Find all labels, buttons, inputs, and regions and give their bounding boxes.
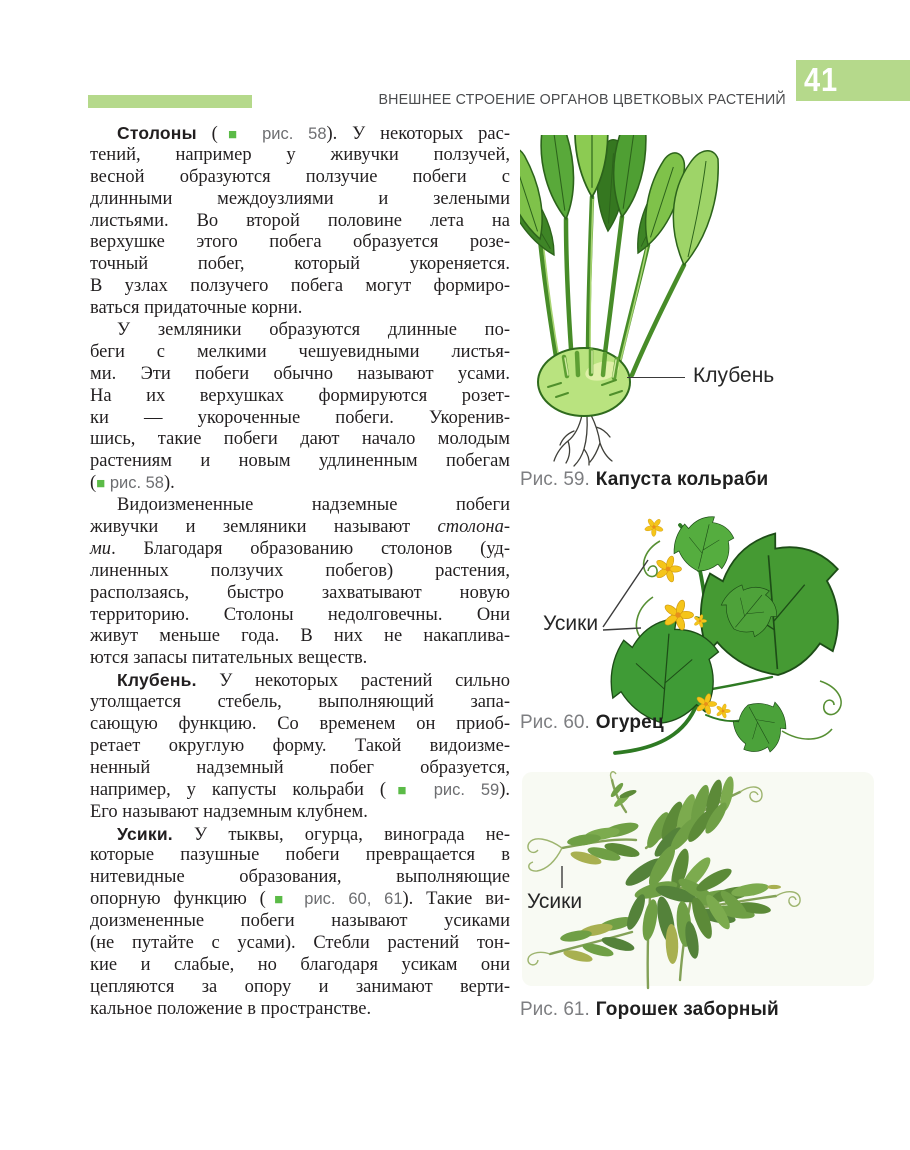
figure60-caption-number: Рис. 60. [520,712,590,733]
text-line: верхушке этого побега образуется розе- [90,232,510,253]
figure60-label-tendrils: Усики [543,612,599,635]
figure59-caption-number: Рис. 59. [520,469,590,490]
figure61-label-tendrils: Усики [527,890,583,913]
text-line: ретает округлую форму. Такой видоизме- [90,735,510,756]
text-line: В узлах ползучего побега могут формиро- [90,276,510,297]
text-line: У земляники образуются длинные по- [117,320,510,341]
text-line: листьями. Во второй половине лета на [90,210,510,231]
text-line: ми. Эти побеги обычно называют усами. [90,363,510,384]
header-accent-bar [88,95,252,108]
figure59-caption-title: Капуста кольраби [595,469,769,490]
figure61-caption-number: Рис. 61. [520,999,590,1020]
text-line: На их верхушках формируются розет- [90,385,510,406]
text-line: кие и слабые, но благодаря усикам они [90,954,510,975]
text-line: кальное положение в пространстве. [90,998,372,1019]
figure61-caption-title: Горошек заборный [595,999,779,1020]
text-line: Усики. У тыквы, огурца, винограда не- [117,823,510,845]
text-line: растениям и новым удлиненным побегам [90,451,510,472]
text-line: линенных ползучих побегов) растения, [90,560,510,581]
figure60-callout-lines [603,560,648,630]
text-line: ми. Благодаря образованию столонов (уд- [90,538,510,559]
figure60-caption [520,712,664,734]
text-line: Столоны (■ рис. 58). У некоторых рас- [117,123,510,144]
text-line: утолщается стебель, выполняющий запа- [90,692,510,713]
text-line: беги с мелкими чешуевидными листья- [90,341,510,362]
text-line: ки — укороченные побеги. Укоренив- [90,407,510,428]
text-line: Его называют надземным клубнем. [90,801,368,822]
text-line: которые пазушные побеги превращается в [90,845,510,866]
text-line: тений, например у живучки ползучей, [90,144,510,165]
figure59-caption [520,469,768,491]
article [90,123,510,1021]
text-line: Клубень. У некоторых растений сильно [117,670,510,692]
text-line: (■ рис. 58). [90,473,175,494]
text-line: длинными междоузлиями и зелеными [90,188,510,209]
text-line: ваться придаточные корни. [90,298,303,319]
figure60-caption-title: Огурец [595,712,664,733]
text-line: цепляются за опору и занимают верти- [90,976,510,997]
figure59-callout-line [627,377,685,378]
text-line: ются запасы питательных веществ. [90,648,368,669]
text-line: нитевидные образования, выполняющие [90,867,510,888]
pea-illustration [520,768,895,996]
figure61-caption [520,999,779,1021]
figure59-label-tuber: Клубень [693,364,775,387]
text-line: Видоизмененные надземные побеги [117,495,510,516]
text-line: (не путайте с усами). Стебли растений тон- [90,932,510,953]
page-number: 41 [804,61,839,98]
text-line: живут меньше года. В них не накаплива- [90,626,510,647]
running-header: ВНЕШНЕЕ СТРОЕНИЕ ОРГАНОВ ЦВЕТКОВЫХ РАСТЕНИЙ [378,91,786,108]
text-line: весной образуются ползучие побеги с [90,166,510,187]
text-line: шись, такие побеги дают начало молодым [90,429,510,450]
kohlrabi-illustration [520,135,725,470]
text-line: сающую функцию. Со временем он приоб- [90,714,510,735]
text-line: территорию. Столоны недолговечны. Они [90,604,510,625]
page-number-box [796,60,910,101]
text-line: живучки и земляники называют столона- [90,517,510,538]
kohlrabi-roots [554,415,612,466]
text-line: опорную функцию (■ рис. 60, 61). Такие ви- [90,889,511,910]
text-line: доизмененные побеги называют усиками [90,911,510,932]
text-line: ненный надземный побег образуется, [90,757,510,778]
text-line: точный побег, который укореняется. [90,254,510,275]
text-line: например, у капусты кольраби (■ рис. 59). [90,779,511,800]
text-line: расползаясь, быстро захватывают новую [90,582,510,603]
